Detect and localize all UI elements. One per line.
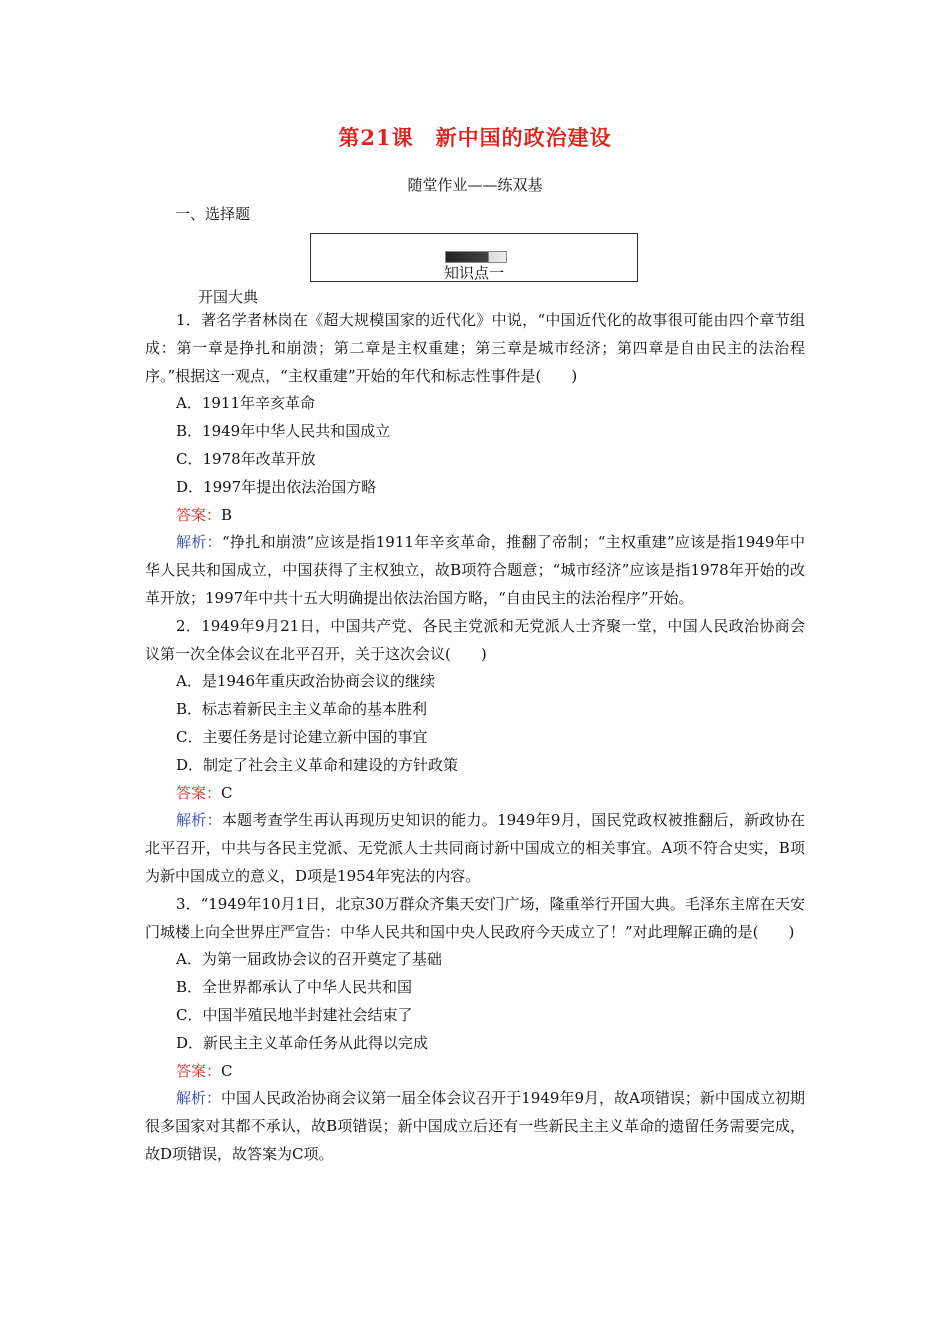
option-d: D．制定了社会主义革命和建设的方针政策 — [176, 755, 459, 774]
knowledge-point-box — [310, 233, 638, 282]
answer-value: C — [221, 783, 233, 802]
answer-line — [145, 502, 805, 530]
answer-line — [145, 780, 805, 808]
question-2 — [145, 613, 805, 891]
explanation-text: 中国人民政治协商会议第一届全体会议召开于1949年9月，故A项错误；新中国成立初期很多国家对其都不承认，故B项错误；新中国成立后还有一些新民主主义革命的遗留任务需要完成，故D项错误，故答案为C项。 — [145, 1089, 805, 1163]
question-stem: 2．1949年9月21日，中国共产党、各民主党派和无党派人士齐聚一堂，中国人民政治协商会议第一次全体会议在北平召开，关于这次会议( ) — [145, 616, 805, 663]
answer-label: 答案： — [176, 783, 222, 802]
knowledge-point-label: 知识点一 — [443, 264, 504, 282]
explanation — [145, 1085, 805, 1168]
option-b: B．全世界都承认了中华人民共和国 — [176, 978, 413, 997]
explanation-label: 解析： — [176, 811, 222, 830]
questions-list — [145, 307, 805, 1169]
option-c: C．中国半殖民地半封建社会结束了 — [176, 1005, 413, 1024]
option-d: D．新民主主义革命任务从此得以完成 — [176, 1033, 429, 1052]
explanation-label: 解析： — [176, 1089, 222, 1108]
option-c: C．主要任务是讨论建立新中国的事宜 — [176, 727, 428, 746]
answer-value: B — [221, 505, 233, 524]
explanation — [145, 807, 805, 890]
option-b: B．标志着新民主主义革命的基本胜利 — [176, 700, 428, 719]
explanation-text: 本题考查学生再认再现历史知识的能力。1949年9月，国民党政权被推翻后，新政协在北平召开，中共与各民主党派、无党派人士共同商讨新中国成立的相关事宜。A项不符合史实，B项为新中国成立的意义，D项是1954年宪法的内容。 — [145, 811, 805, 885]
explanation-label: 解析： — [176, 533, 222, 552]
question-stem: 1．著名学者林岗在《超大规模国家的近代化》中说，“中国近代化的故事很可能由四个章节组成：第一章是挣扎和崩溃；第二章是主权重建；第三章是城市经济；第四章是自由民主的法治程序。”根据这一观点，“主权重建”开始的年代和标志性事件是( ) — [145, 311, 805, 385]
answer-label: 答案： — [176, 1061, 222, 1080]
explanation — [145, 529, 805, 612]
lesson-subtitle: 随堂作业——练双基 — [407, 176, 543, 194]
option-a: A．为第一届政协会议的召开奠定了基础 — [176, 950, 442, 969]
answer-label: 答案： — [176, 505, 222, 524]
lesson-title: 第21课 新中国的政治建设 — [338, 125, 612, 150]
knowledge-point-bar-icon — [445, 251, 507, 263]
question-3 — [145, 891, 805, 1169]
question-1 — [145, 307, 805, 613]
answer-line — [145, 1058, 805, 1086]
option-c: C．1978年改革开放 — [176, 449, 316, 468]
explanation-text: “挣扎和崩溃”应该是指1911年辛亥革命，推翻了帝制；“主权重建”应该是指1949年中华人民共和国成立，中国获得了主权独立，故B项符合题意；“城市经济”应该是指1978年开始的改革开放；1997年中共十五大明确提出依法治国方略，“自由民主的法治程序”开始。 — [145, 533, 805, 607]
option-a: A．是1946年重庆政治协商会议的继续 — [176, 672, 436, 691]
section-heading: 一、选择题 — [175, 205, 251, 223]
option-b: B．1949年中华人民共和国成立 — [176, 422, 391, 441]
option-d: D．1997年提出依法治国方略 — [176, 477, 377, 496]
topic-heading: 开国大典 — [198, 288, 259, 306]
answer-value: C — [221, 1061, 233, 1080]
question-stem: 3．“1949年10月1日，北京30万群众齐集天安门广场，隆重举行开国大典。毛泽东主席在天安门城楼上向全世界庄严宣告：中华人民共和国中央人民政府今天成立了！”对此理解正确的是( ) — [145, 894, 805, 941]
option-a: A．1911年辛亥革命 — [176, 394, 316, 413]
